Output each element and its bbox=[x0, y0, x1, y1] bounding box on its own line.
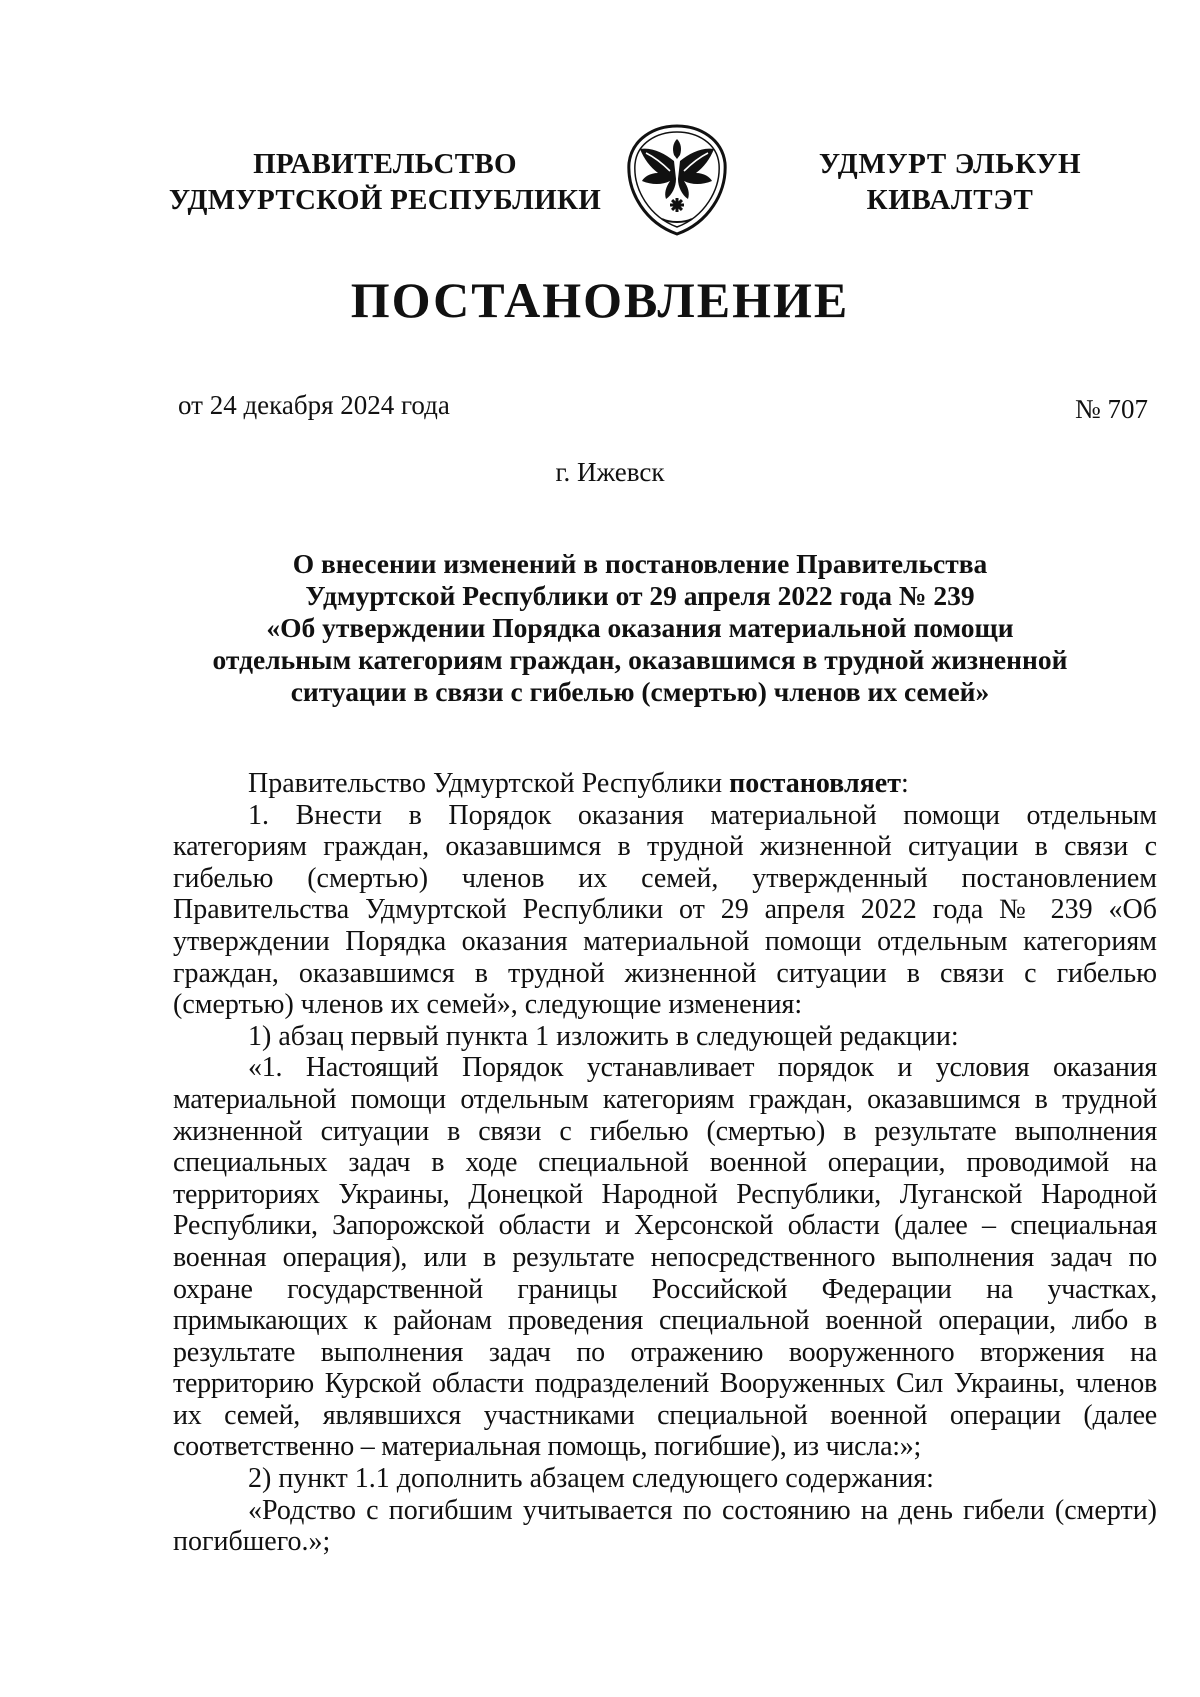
title-line: ситуации в связи с гибелью (смертью) членов их семей» bbox=[290, 676, 990, 707]
document-body bbox=[173, 768, 1157, 1558]
issuer-line-1: ПРАВИТЕЛЬСТВО bbox=[253, 148, 517, 180]
udmurt-coat-of-arms-icon bbox=[624, 123, 730, 237]
body-paragraph: 1. Внести в Порядок оказания материальной помощи отдельным категориям граждан, оказавшимся в трудной жизненной ситуации в связи с гибелью (смертью) членов их семей, утвержденный постановлением Правительства Удмуртской Республики от 29 апреля 2022 года № 239 «Об утверждении Порядка оказания материальной помощи отдельным категориям граждан, оказавшимся в трудной жизненной ситуации в связи с гибелью (смертью) членов их семей», следующие изменения: bbox=[173, 799, 1157, 1021]
title-line: О внесении изменений в постановление Правительства bbox=[292, 548, 988, 579]
issuer-udmurt-line-1: УДМУРТ ЭЛЬКУН bbox=[818, 148, 1082, 180]
issuer-name-udmurt bbox=[790, 146, 1110, 218]
title-line: «Об утверждении Порядка оказания материальной помощи bbox=[266, 612, 1014, 643]
document-title bbox=[200, 548, 1080, 708]
title-line: Удмуртской Республики от 29 апреля 2022 года № 239 bbox=[305, 580, 975, 611]
intro-bold-verb: постановляет bbox=[729, 768, 901, 799]
issuer-line-2: УДМУРТСКОЙ РЕСПУБЛИКИ bbox=[168, 184, 602, 216]
issuer-udmurt-line-2: КИВАЛТЭТ bbox=[866, 184, 1034, 216]
body-paragraph: «1. Настоящий Порядок устанавливает порядок и условия оказания материальной помощи отдельным категориям граждан, оказавшимся в трудной жизненной ситуации в связи с гибелью (смертью) в результате выполнения специальных задач в ходе специальной военной операции, проводимой на территориях Украины, Донецкой Народной Республики, Луганской Народной Республики, Запорожской области и Херсонской области (далее – специальная военная операция), или в результате непосредственного выполнения задач по охране государственной границы Российской Федерации на участках, примыкающих к районам проведения специальной военной операции, либо в результате выполнения задач по отражению вооруженного вторжения на территорию Курской области подразделений Вооруженных Сил Украины, членов их семей, являвшихся участниками специальной военной операции (далее соответственно – материальная помощь, погибшие), из числа:»; bbox=[173, 1052, 1157, 1463]
intro-paragraph bbox=[173, 768, 1157, 800]
intro-colon: : bbox=[900, 768, 909, 799]
issuer-name-russian bbox=[150, 146, 620, 218]
body-paragraph: «Родство с погибшим учитывается по состоянию на день гибели (смерти) погибшего.»; bbox=[173, 1494, 1157, 1558]
title-line: отдельным категориям граждан, оказавшимся в трудной жизненной bbox=[212, 644, 1068, 675]
document-city: г. Ижевск bbox=[555, 457, 665, 487]
document-number: № 707 bbox=[1074, 394, 1148, 424]
document-type: ПОСТАНОВЛЕНИЕ bbox=[350, 272, 850, 328]
body-paragraph: 2) пункт 1.1 дополнить абзацем следующего содержания: bbox=[248, 1463, 934, 1495]
body-paragraph: 1) абзац первый пункта 1 изложить в следующей редакции: bbox=[248, 1020, 959, 1052]
document-date: от 24 декабря 2024 года bbox=[178, 390, 450, 420]
intro-text: Правительство Удмуртской Республики bbox=[248, 768, 730, 799]
